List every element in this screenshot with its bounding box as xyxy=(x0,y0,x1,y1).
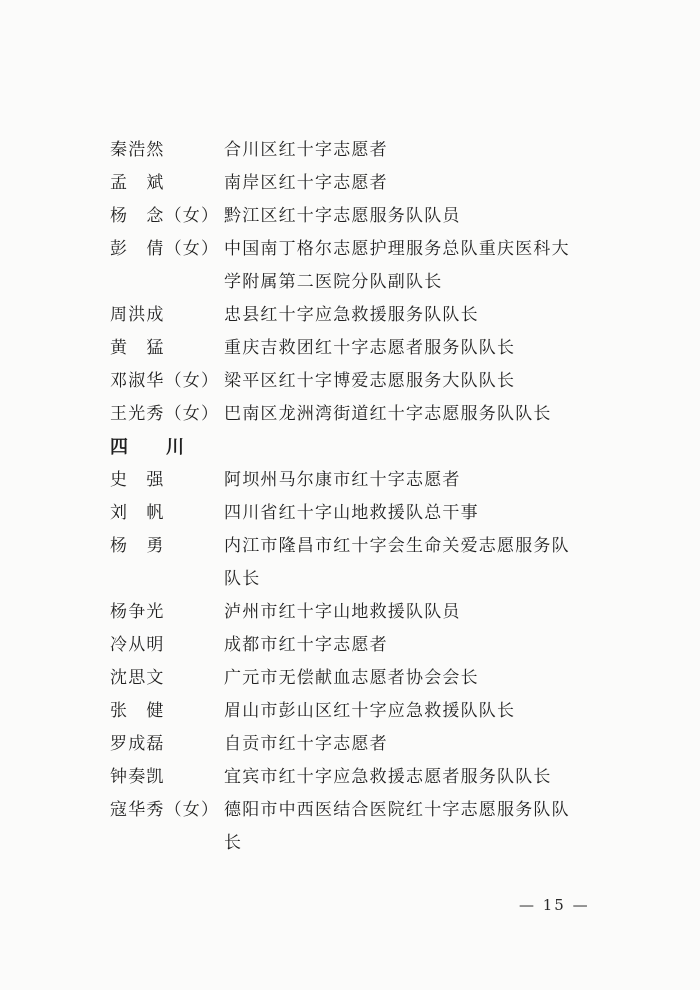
person-name: 黄 猛 xyxy=(110,338,165,358)
list-item xyxy=(110,530,610,596)
person-name: 孟 斌 xyxy=(110,173,165,193)
list-item xyxy=(110,629,610,662)
list-item xyxy=(110,464,610,497)
person-name: 钟奏凯 xyxy=(110,767,165,787)
person-description: 成都市红十字志愿者 xyxy=(224,635,388,655)
list-item xyxy=(110,497,610,530)
person-description: 内江市隆昌市红十字会生命关爱志愿服务队队长 xyxy=(224,536,570,589)
person-name: 王光秀（女） xyxy=(110,404,220,424)
list-item xyxy=(110,662,610,695)
person-name: 杨争光 xyxy=(110,602,165,622)
person-name: 寇华秀（女） xyxy=(110,800,220,820)
person-name: 张 健 xyxy=(110,701,165,721)
list-item xyxy=(110,398,610,431)
person-name: 刘 帆 xyxy=(110,503,165,523)
list-item xyxy=(110,332,610,365)
person-description: 自贡市红十字志愿者 xyxy=(224,734,388,754)
list-item xyxy=(110,299,610,332)
person-description: 泸州市红十字山地救援队队员 xyxy=(224,602,461,622)
list-item xyxy=(110,794,610,860)
page-number: — 15 — xyxy=(519,896,590,914)
person-description: 南岸区红十字志愿者 xyxy=(224,173,388,193)
person-description: 重庆吉救团红十字志愿者服务队队长 xyxy=(224,338,516,358)
volunteer-list xyxy=(110,134,610,860)
list-item xyxy=(110,365,610,398)
person-description: 梁平区红十字博爱志愿服务大队队长 xyxy=(224,371,516,391)
person-name: 彭 倩（女） xyxy=(110,239,220,259)
person-description: 黔江区红十字志愿服务队队员 xyxy=(224,206,461,226)
person-description: 德阳市中西医结合医院红十字志愿服务队队长 xyxy=(224,800,570,853)
list-item xyxy=(110,134,610,167)
person-description: 广元市无偿献血志愿者协会会长 xyxy=(224,668,479,688)
list-item xyxy=(110,761,610,794)
person-name: 杨 勇 xyxy=(110,536,165,556)
person-name: 史 强 xyxy=(110,470,165,490)
list-item xyxy=(110,167,610,200)
person-name: 邓淑华（女） xyxy=(110,371,220,391)
person-description: 忠县红十字应急救援服务队队长 xyxy=(224,305,479,325)
person-description: 宜宾市红十字应急救援志愿者服务队队长 xyxy=(224,767,552,787)
section-heading-sichuan: 四 川 xyxy=(110,437,194,458)
person-name: 罗成磊 xyxy=(110,734,165,754)
person-name: 杨 念（女） xyxy=(110,206,220,226)
list-item xyxy=(110,200,610,233)
person-description: 中国南丁格尔志愿护理服务总队重庆医科大学附属第二医院分队副队长 xyxy=(224,239,570,292)
list-item xyxy=(110,728,610,761)
person-description: 合川区红十字志愿者 xyxy=(224,140,388,160)
person-description: 阿坝州马尔康市红十字志愿者 xyxy=(224,470,461,490)
person-description: 眉山市彭山区红十字应急救援队队长 xyxy=(224,701,516,721)
list-item xyxy=(110,695,610,728)
person-name: 秦浩然 xyxy=(110,140,165,160)
person-name: 周洪成 xyxy=(110,305,165,325)
list-item xyxy=(110,596,610,629)
list-item xyxy=(110,233,610,299)
person-name: 冷从明 xyxy=(110,635,165,655)
person-description: 四川省红十字山地救援队总干事 xyxy=(224,503,479,523)
person-name: 沈思文 xyxy=(110,668,165,688)
person-description: 巴南区龙洲湾街道红十字志愿服务队队长 xyxy=(224,404,552,424)
